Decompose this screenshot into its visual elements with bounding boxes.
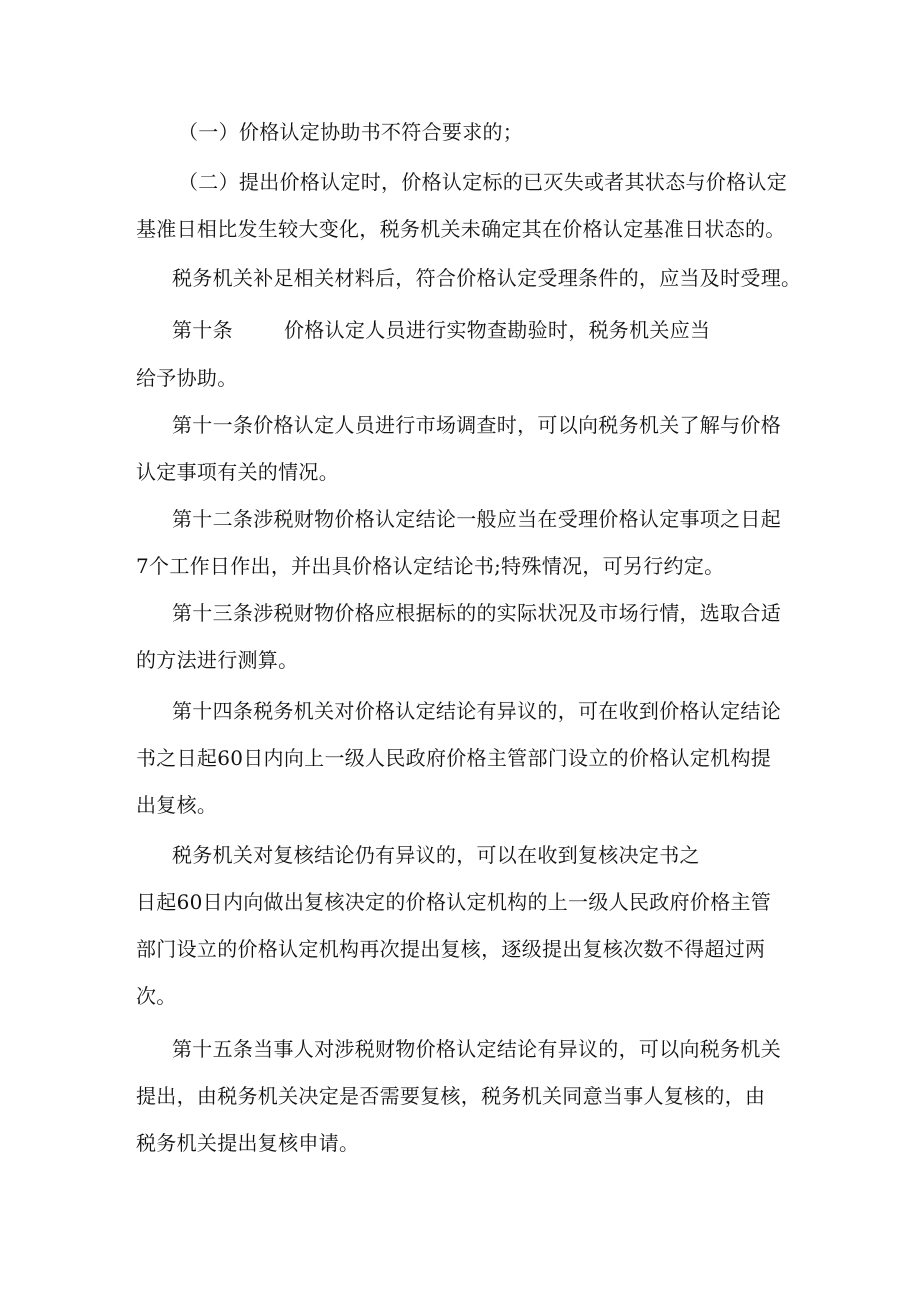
article-14-cont-2: 出复核。 (136, 793, 218, 817)
review-paragraph-cont-2: 部门设立的价格认定机构再次提出复核，逐级提出复核次数不得超过两 (136, 937, 766, 961)
clause-item-2-cont: 基准日相比发生较大变化，税务机关未确定其在价格认定基准日状态的。 (136, 217, 786, 241)
review-paragraph-cont-1: 日起60日内向做出复核决定的价格认定机构的上一级人民政府价格主管 (136, 890, 772, 914)
article-14: 第十四条税务机关对价格认定结论有异议的，可在收到价格认定结论 (172, 699, 781, 723)
article-13: 第十三条涉税财物价格应根据标的的实际状况及市场行情，选取合适 (172, 601, 781, 625)
article-14-cont-1: 书之日起60日内向上一级人民政府价格主管部门设立的价格认定机构提 (136, 746, 772, 770)
article-12-cont: 7个工作日作出，并出具价格认定结论书;特殊情况，可另行约定。 (136, 554, 725, 578)
review-paragraph-cont-3: 次。 (136, 984, 177, 1008)
clause-item-2: （二）提出价格认定时，价格认定标的已灭失或者其状态与价格认定 (178, 170, 787, 194)
article-11-cont: 认定事项有关的情况。 (136, 460, 339, 484)
article-11: 第十一条价格认定人员进行市场调查时，可以向税务机关了解与价格 (172, 413, 781, 437)
paragraph-supplement: 税务机关补足相关材料后，符合价格认定受理条件的，应当及时受理。 (172, 266, 802, 290)
article-15: 第十五条当事人对涉税财物价格认定结论有异议的，可以向税务机关 (172, 1037, 781, 1061)
article-13-cont: 的方法进行测算。 (136, 648, 299, 672)
review-paragraph: 税务机关对复核结论仍有异议的，可以在收到复核决定书之 (172, 843, 700, 867)
article-15-cont-2: 税务机关提出复核申请。 (136, 1131, 360, 1155)
article-15-cont-1: 提出，由税务机关决定是否需要复核，税务机关同意当事人复核的，由 (136, 1084, 766, 1108)
clause-item-1: （一）价格认定协助书不符合要求的； (178, 120, 524, 144)
article-12: 第十二条涉税财物价格认定结论一般应当在受理价格认定事项之日起 (172, 507, 781, 531)
article-10-text: 价格认定人员进行实物查勘验时，税务机关应当 (284, 318, 711, 342)
article-10-cont: 给予协助。 (136, 366, 238, 390)
article-10-number: 第十条 (172, 318, 233, 342)
